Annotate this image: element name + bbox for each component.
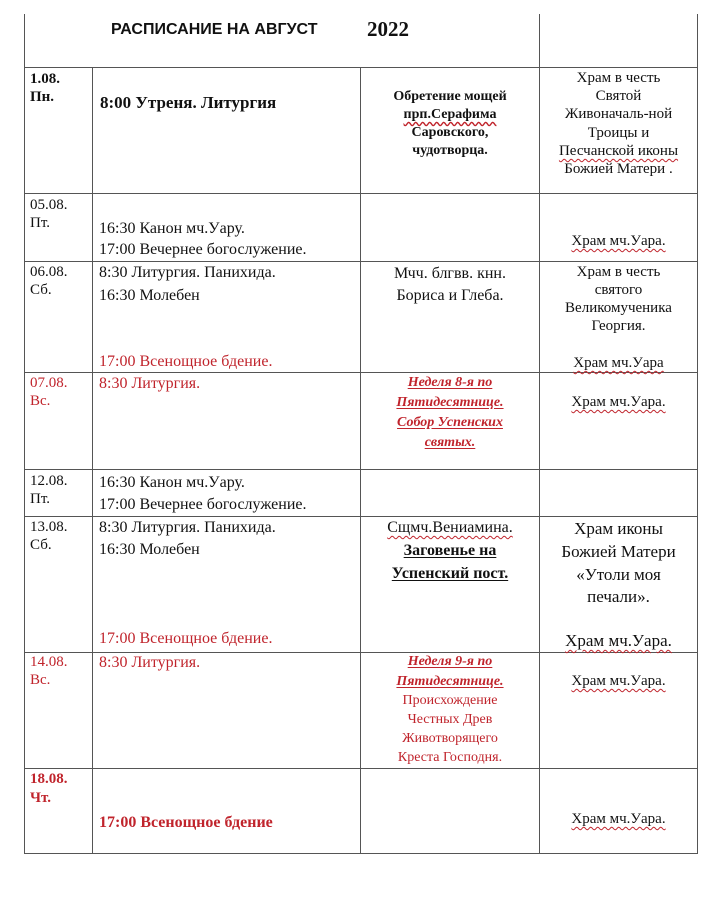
feast-line: Заговенье на — [403, 542, 497, 559]
church-line: Храм в честь — [576, 70, 661, 86]
feast-line: Животворящего — [402, 731, 498, 746]
table-line — [24, 193, 698, 194]
church-line: Великомученика — [565, 300, 672, 316]
row-date: 1.08. — [30, 71, 60, 87]
column-divider-date — [92, 67, 93, 854]
event-line: 8:30 Литургия. Панихида. — [99, 519, 276, 536]
event-line: 16:30 Молебен — [99, 541, 200, 558]
row-weekday: Пт. — [30, 491, 51, 507]
feast-line: Происхождение — [402, 693, 498, 708]
church-line: «Утоли моя — [576, 565, 661, 584]
row-weekday: Пн. — [30, 89, 55, 105]
church-line: Божией Матери — [561, 542, 676, 561]
event-line: 17:00 Вечернее богослужение. — [99, 496, 307, 513]
event-line: 16:30 Канон мч.Уару. — [99, 220, 245, 237]
row-weekday: Сб. — [30, 537, 52, 553]
table-line — [24, 261, 698, 262]
church-line: Храм мч.Уара. — [571, 233, 666, 249]
church-line: печали». — [587, 587, 650, 606]
church-line: Храм в честь — [576, 264, 661, 280]
column-divider-feast — [539, 14, 540, 854]
row-date: 18.08. — [30, 771, 68, 787]
column-divider-events — [360, 67, 361, 854]
event-line: 8:30 Литургия. — [99, 375, 201, 392]
row-date: 12.08. — [30, 473, 68, 489]
event-line: 8:00 Утреня. Литургия — [100, 93, 277, 112]
feast-line: Мчч. блгвв. кнн. — [393, 265, 506, 282]
church-line: Храм мч.Уара. — [571, 394, 666, 410]
event-line: 8:30 Литургия. Панихида. — [99, 264, 276, 281]
event-line: 16:30 Молебен — [99, 287, 200, 304]
row-weekday: Вс. — [30, 393, 51, 409]
feast-line: прп.Серафима — [403, 107, 497, 122]
table-line — [24, 67, 698, 68]
row-date: 13.08. — [30, 519, 68, 535]
table-line — [24, 652, 698, 653]
table-line — [24, 516, 698, 517]
feast-line: Сщмч.Вениамина. — [387, 519, 513, 536]
church-line: Живоначаль-ной — [564, 106, 673, 122]
event-line: 17:00 Всенощное бдение. — [99, 630, 273, 647]
feast-line: Обретение мощей — [393, 89, 507, 104]
church-line: Храм мч.Уара — [573, 355, 664, 371]
church-line: Храм мч.Уара. — [571, 811, 666, 827]
feast-line: чудотворца. — [412, 143, 488, 158]
row-date: 07.08. — [30, 375, 68, 391]
church-line: Храм мч.Уара. — [565, 631, 672, 650]
row-weekday: Чт. — [30, 790, 51, 806]
event-line: 8:30 Литургия. — [99, 654, 201, 671]
feast-line: Саровского, — [411, 125, 489, 140]
church-line: Троицы и — [587, 125, 650, 141]
church-line: Храм иконы — [574, 519, 663, 538]
church-line: святого — [594, 282, 643, 298]
feast-line: Бориса и Глеба. — [396, 287, 504, 304]
feast-line: Креста Господня. — [397, 750, 503, 765]
feast-line: Пятидесятнице. — [396, 674, 504, 689]
church-line: Песчанской иконы — [558, 143, 679, 159]
event-line: 17:00 Вечернее богослужение. — [99, 241, 307, 258]
schedule-year: 2022 — [367, 17, 409, 41]
feast-line: Неделя 8-я по — [407, 375, 493, 390]
church-line: Божией Матери . — [564, 161, 673, 177]
feast-line: Собор Успенских — [397, 415, 503, 430]
table-line — [24, 768, 698, 769]
feast-line: Пятидесятнице. — [396, 395, 504, 410]
event-line: 17:00 Всенощное бдение — [99, 814, 273, 831]
table-border-left — [24, 14, 25, 854]
church-line: Святой — [595, 88, 642, 104]
row-date: 14.08. — [30, 654, 68, 670]
church-line: Георгия. — [591, 318, 646, 334]
table-line — [24, 372, 698, 373]
church-line: Храм мч.Уара. — [571, 673, 666, 689]
row-weekday: Вс. — [30, 672, 51, 688]
feast-line: Честных Древ — [407, 712, 493, 727]
feast-line: Успенский пост. — [391, 565, 509, 582]
feast-line: святых. — [424, 435, 476, 450]
table-line — [24, 469, 698, 470]
event-line: 17:00 Всенощное бдение. — [99, 353, 273, 370]
schedule-title: РАСПИСАНИЕ НА АВГУСТ — [111, 21, 318, 38]
row-date: 06.08. — [30, 264, 68, 280]
table-line — [24, 853, 698, 854]
feast-line: Неделя 9-я по — [407, 654, 493, 669]
event-line: 16:30 Канон мч.Уару. — [99, 474, 245, 491]
table-border-right — [697, 14, 698, 854]
row-weekday: Пт. — [30, 215, 51, 231]
row-date: 05.08. — [30, 197, 68, 213]
row-weekday: Сб. — [30, 282, 52, 298]
